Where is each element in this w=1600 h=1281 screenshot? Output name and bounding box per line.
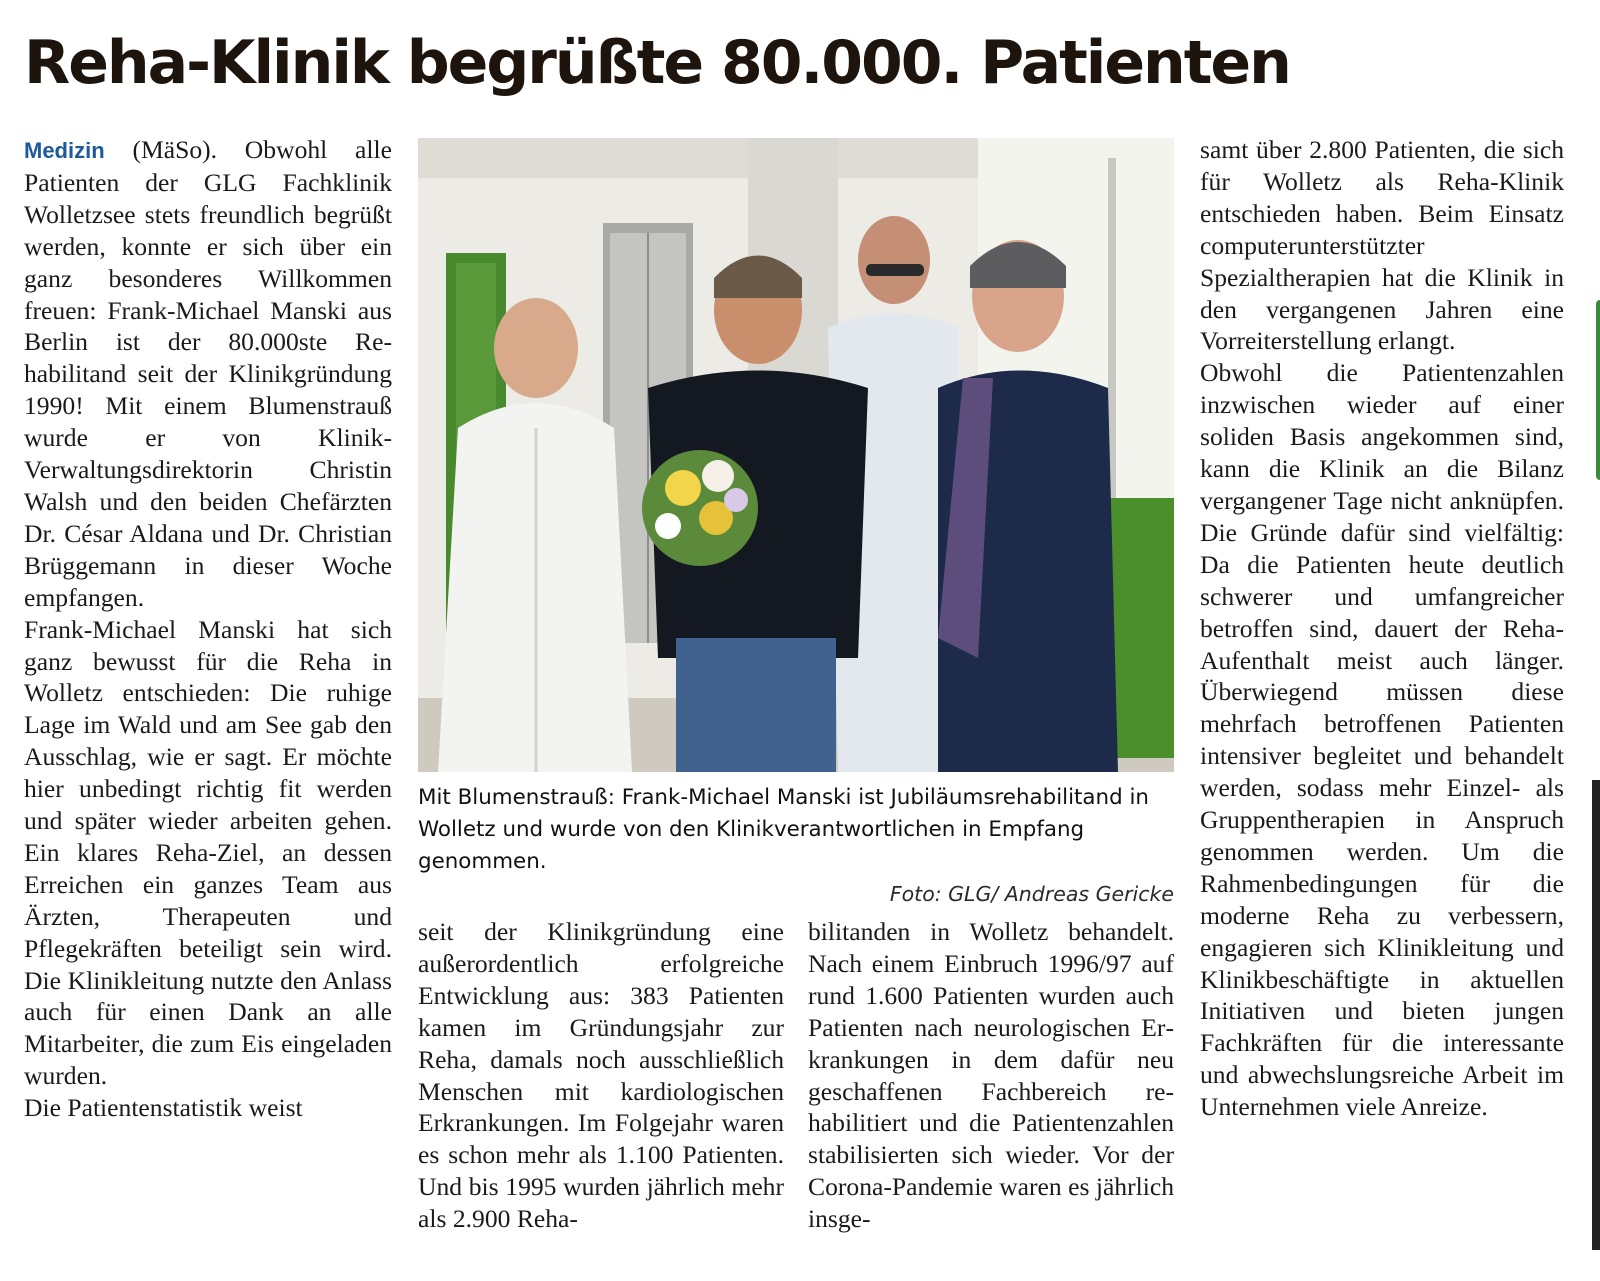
text-column-4 bbox=[1200, 134, 1564, 1123]
paragraph-column2: seit der Klinikgründung eine außerordentlich erfolgreiche Entwicklung aus: 383 Patienten kamen im Gründungsjahr zur Reha, damals noch ausschließlich Menschen mit kardiologischen Erkrankungen. Im Folgejahr waren es schon mehr als 1.100 Patienten. Und bis 1995 wurden jährlich mehr als 2.900 Reha- bbox=[418, 917, 784, 1234]
article-photo bbox=[418, 138, 1174, 772]
photo-caption bbox=[418, 782, 1174, 911]
photo-credit: Foto: GLG/ Andreas Gericke bbox=[889, 882, 1174, 907]
paragraph-column3: bilitanden in Wolletz behandelt. Nach einem Einbruch 1996/97 auf rund 1.600 Patienten wurden auch Patienten nach neurologischen Erkrankungen in dem dafür neu geschaffenen Fachbereich rehabilitiert und die Patientenzahlen stabilisierten sich wieder. Vor der Corona-Pandemie waren es jährlich insge- bbox=[808, 917, 1174, 1234]
intro-text: (MäSo). Obwohl alle Patienten der GLG Fachklinik Wolletzsee stets freundlich begrüßt werden, konnte er sich über ein ganz besonderes Willkommen freuen: Frank-Michael Manski aus Berlin ist der 80.000ste Rehabilitand seit der Klinikgründung 1990! Mit einem Blumenstrauß wurde er von Klinik-Verwaltungsdirektorin Christin Walsh und den beiden Chefärzten Dr. César Aldana und Dr. Christian Brüggemann in dieser Woche empfangen. bbox=[24, 135, 392, 612]
paragraph-column4-b: Obwohl die Patientenzahlen inzwischen wieder auf einer soliden Basis angekommen sind, kann die Klinik an die Bilanz vergangener Tage nicht anknüpfen. Die Gründe dafür sind vielfältig: Da die Patienten heute deutlich schwerer und umfangreicher betroffen sind, dauert der Reha-Aufenthalt meist auch länger. Überwiegend müssen diese mehrfach betroffenen Patienten intensiver begleitet und behandelt werden, sodass mehr Einzel- als Gruppentherapien in Anspruch genommen werden. Um die Rahmenbedingungen für die moderne Reha zu verbessern, engagieren sich Klinikleitung und Klinikbeschäftigte in aktuellen Initiativen und bieten jungen Fachkräften für die interessante und abwechslungsreiche Arbeit im Unternehmen viele Anreize. bbox=[1200, 358, 1564, 1122]
paragraph-column4-a: samt über 2.800 Patienten, die sich für Wolletz als Reha-Klinik entschieden haben. Beim Einsatz computerunterstützter Spezialtherapien hat die Klinik in den vergangenen Jahren eine Vorreiterstellung erlangt. bbox=[1200, 135, 1564, 356]
caption-text: Mit Blumenstrauß: Frank-Michael Manski ist Jubiläumsrehabilitand in Wolletz und wurde von den Klinikverantwortlichen in Empfang genommen. bbox=[418, 785, 1149, 874]
paragraph-intro bbox=[24, 134, 392, 614]
edge-decoration-dark bbox=[1592, 780, 1600, 1250]
paragraph-manski: Frank-Michael Manski hat sich ganz bewusst für die Reha in Wolletz entschieden: Die ruhige Lage im Wald und am See gab den Ausschlag, wie er sagt. Er möchte hier unbedingt richtig fit werden und später wieder arbeiten gehen. Ein klares Reha-Ziel, an dessen Erreichen ein ganzes Team aus Ärzten, Therapeuten und Pflegekräften beteiligt sein wird. Die Klinikleitung nutzte den Anlass auch für einen Dank an alle Mitarbeiter, die zum Eis eingeladen wurden. bbox=[24, 614, 392, 1091]
text-column-1 bbox=[24, 134, 392, 1124]
text-column-2 bbox=[418, 916, 784, 1235]
edge-decoration-green bbox=[1596, 300, 1600, 480]
article-headline: Reha-Klinik begrüßte 80.000. Patienten bbox=[24, 28, 1290, 98]
photo-illustration bbox=[418, 138, 1174, 772]
text-column-3 bbox=[808, 916, 1174, 1235]
department-label: Medizin bbox=[24, 138, 105, 163]
paragraph-statistics-start: Die Patientenstatistik weist bbox=[24, 1093, 303, 1123]
